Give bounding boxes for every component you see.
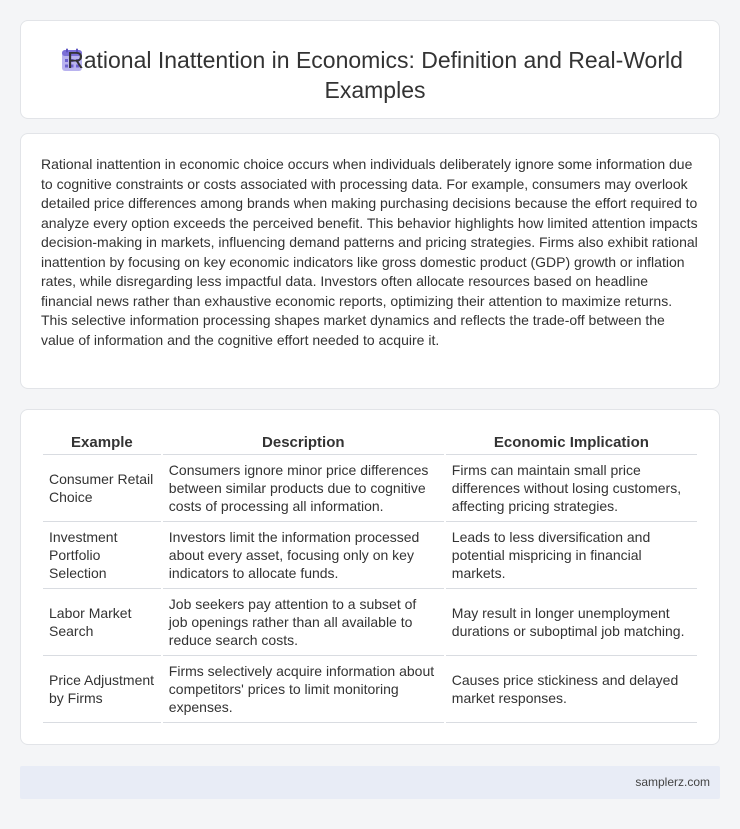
table-row xyxy=(43,522,697,589)
table-row xyxy=(43,455,697,522)
cell-description: Consumers ignore minor price differences between similar products due to cognitive costs of processing all information. xyxy=(163,455,444,522)
examples-table-card xyxy=(20,409,720,745)
table-row xyxy=(43,656,697,723)
footer-site-link[interactable]: samplerz.com xyxy=(635,775,710,789)
cell-example: Price Adjustment by Firms xyxy=(43,656,161,723)
table-row xyxy=(43,589,697,656)
cell-example: Consumer Retail Choice xyxy=(43,455,161,522)
cell-description: Investors limit the information processed about every asset, focusing only on key indicators to allocate funds. xyxy=(163,522,444,589)
cell-implication: May result in longer unemployment durations or suboptimal job matching. xyxy=(446,589,697,656)
cell-implication: Causes price stickiness and delayed market responses. xyxy=(446,656,697,723)
cell-description: Job seekers pay attention to a subset of job openings rather than all available to reduce search costs. xyxy=(163,589,444,656)
page-title xyxy=(61,45,689,105)
article-card xyxy=(20,133,720,389)
column-header-example: Example xyxy=(43,430,161,455)
examples-table xyxy=(41,430,699,723)
cell-implication: Firms can maintain small price differences without losing customers, affecting pricing strategies. xyxy=(446,455,697,522)
column-header-description: Description xyxy=(163,430,444,455)
title-card xyxy=(20,20,720,119)
cell-example: Labor Market Search xyxy=(43,589,161,656)
cell-example: Investment Portfolio Selection xyxy=(43,522,161,589)
cell-implication: Leads to less diversification and potential mispricing in financial markets. xyxy=(446,522,697,589)
footer-bar xyxy=(20,766,720,799)
cell-description: Firms selectively acquire information about competitors' prices to limit monitoring expenses. xyxy=(163,656,444,723)
page-title-text: Rational Inattention in Economics: Definition and Real-World Examples xyxy=(67,47,683,103)
article-paragraph: Rational inattention in economic choice occurs when individuals deliberately ignore some information due to cognitive constraints or costs associated with processing data. For example, consumers may overlook detailed price differences among brands when making purchasing decisions because the effort required to analyze every option exceeds the perceived benefit. This behavior highlights how limited attention impacts decision-making in markets, influencing demand patterns and pricing strategies. Firms also exhibit rational inattention by focusing on key economic indicators like gross domestic product (GDP) growth or inflation rates, while disregarding less impactful data. Investors often allocate resources based on headline financial news rather than exhaustive economic reports, optimizing their attention to maximize returns. This selective information processing shapes market dynamics and reflects the trade-off between the value of information and the cognitive effort needed to acquire it. xyxy=(41,156,698,348)
table-header-row xyxy=(43,430,697,455)
column-header-implication: Economic Implication xyxy=(446,430,697,455)
